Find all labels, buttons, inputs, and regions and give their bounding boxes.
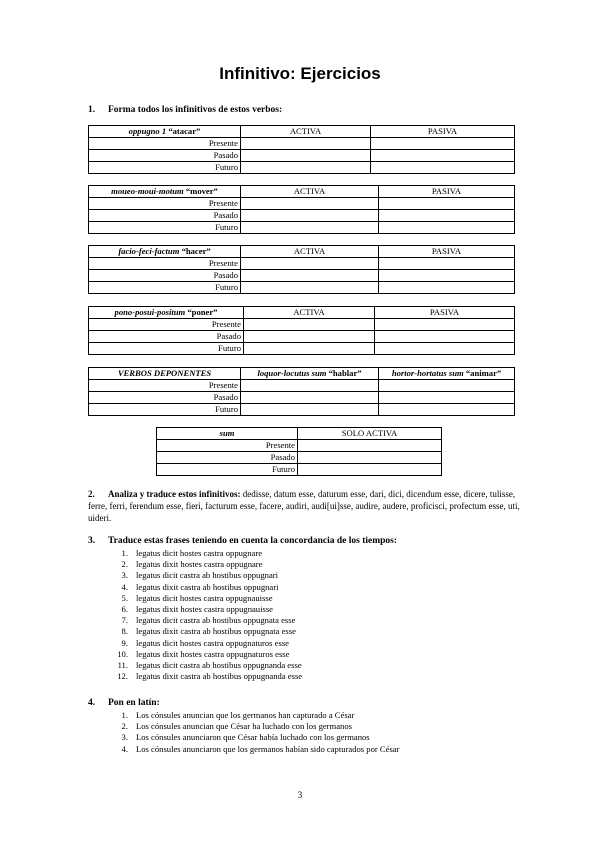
verb-header <box>89 186 241 198</box>
row-label-pasado: Pasado <box>89 331 244 343</box>
answer-cell[interactable] <box>379 198 515 210</box>
answer-cell[interactable] <box>298 464 442 476</box>
answer-cell[interactable] <box>241 282 379 294</box>
verb-header <box>89 307 244 319</box>
row-label-presente: Presente <box>89 319 244 331</box>
verb-header <box>89 126 241 138</box>
list-item: 2. legatus dixit hostes castra oppugnare <box>121 559 263 570</box>
column-header-activa: ACTIVA <box>241 186 379 198</box>
column-header-activa: ACTIVA <box>244 307 375 319</box>
answer-cell[interactable] <box>375 331 515 343</box>
verb-gloss: “mover” <box>185 186 218 196</box>
exercise-1-heading <box>88 105 282 115</box>
answer-cell[interactable] <box>379 270 515 282</box>
exercise-3-list <box>88 548 302 682</box>
answer-cell[interactable] <box>371 138 515 150</box>
verb-header: sum <box>157 428 298 440</box>
answer-cell[interactable] <box>371 162 515 174</box>
exercise-4-heading <box>88 698 160 708</box>
verb-table-pono <box>88 306 515 355</box>
verb-name: facio-feci-factum <box>118 246 180 256</box>
row-label-futuro: Futuro <box>89 222 241 234</box>
page-title: Infinitivo: Ejercicios <box>219 64 381 83</box>
column-header-hortor <box>379 368 515 380</box>
exercise-2-number: 2. <box>88 489 95 499</box>
answer-cell[interactable] <box>241 210 379 222</box>
answer-cell[interactable] <box>379 392 515 404</box>
column-header-activa: ACTIVA <box>241 246 379 258</box>
column-header-pasiva: PASIVA <box>375 307 515 319</box>
verb-gloss: “animar” <box>465 368 502 378</box>
list-item: 11. legatus dicit castra ab hostibus oppugnanda esse <box>117 660 302 671</box>
answer-cell[interactable] <box>241 392 379 404</box>
row-label-futuro: Futuro <box>89 282 241 294</box>
answer-cell[interactable] <box>379 258 515 270</box>
exercise-2-heading: Analiza y traduce estos infinitivos: <box>108 489 241 499</box>
verb-gloss: “poner” <box>187 307 218 317</box>
row-label-presente: Presente <box>157 440 298 452</box>
column-header-solo-activa: SOLO ACTIVA <box>298 428 442 440</box>
exercise-4-list <box>88 710 399 755</box>
verb-table-deponentes <box>88 367 515 416</box>
answer-cell[interactable] <box>379 282 515 294</box>
verb-name: oppugno 1 <box>128 126 167 136</box>
column-header-activa: ACTIVA <box>241 126 371 138</box>
row-label-futuro: Futuro <box>157 464 298 476</box>
answer-cell[interactable] <box>298 440 442 452</box>
column-header-loquor <box>241 368 379 380</box>
column-header-pasiva: PASIVA <box>379 186 515 198</box>
answer-cell[interactable] <box>241 198 379 210</box>
column-header-pasiva: PASIVA <box>379 246 515 258</box>
row-label-pasado: Pasado <box>89 150 241 162</box>
list-item: 4. legatus dixit castra ab hostibus oppugnari <box>121 581 279 592</box>
answer-cell[interactable] <box>241 150 371 162</box>
exercise-4-number: 4. <box>88 698 96 708</box>
answer-cell[interactable] <box>244 319 375 331</box>
answer-cell[interactable] <box>241 404 379 416</box>
verb-table-moueo <box>88 185 515 234</box>
answer-cell[interactable] <box>241 138 371 150</box>
exercise-3-text: Traduce estas frases teniendo en cuenta la concordancia de los tiempos: <box>108 536 398 546</box>
list-item: 3. Los cónsules anunciaron que César había luchado con los germanos <box>121 732 370 743</box>
list-item: 3. legatus dicit castra ab hostibus oppugnari <box>121 570 279 581</box>
answer-cell[interactable] <box>371 150 515 162</box>
verb-table-facio <box>88 245 515 294</box>
verb-name: loquor-locutus sum <box>257 368 327 378</box>
exercise-1-text: Forma todos los infinitivos de estos verbos: <box>108 105 283 115</box>
row-label-futuro: Futuro <box>89 343 244 355</box>
list-item: 9. legatus dicit hostes castra oppugnaturos esse <box>121 637 289 648</box>
verb-gloss: “hacer” <box>181 246 211 256</box>
answer-cell[interactable] <box>379 404 515 416</box>
list-item: 12. legatus dixit castra ab hostibus oppugnanda esse <box>117 671 303 682</box>
answer-cell[interactable] <box>379 222 515 234</box>
row-label-futuro: Futuro <box>89 162 241 174</box>
answer-cell[interactable] <box>298 452 442 464</box>
answer-cell[interactable] <box>241 380 379 392</box>
exercise-3-number: 3. <box>88 536 96 546</box>
verb-gloss: “hablar” <box>328 368 362 378</box>
list-item: 2. Los cónsules anuncian que César ha luchado con los germanos <box>121 721 352 732</box>
row-label-pasado: Pasado <box>157 452 298 464</box>
list-item: 1. legatus dicit hostes castra oppugnare <box>121 548 263 558</box>
verb-header <box>89 246 241 258</box>
row-label-presente: Presente <box>89 138 241 150</box>
list-item: 8. legatus dixit castra ab hostibus oppugnata esse <box>121 626 296 637</box>
list-item: 6. legatus dixit hostes castra oppugnauisse <box>121 604 273 615</box>
answer-cell[interactable] <box>379 380 515 392</box>
exercise-3-heading <box>88 536 397 546</box>
list-item: 10. legatus dixit hostes castra oppugnaturos esse <box>117 648 290 659</box>
verb-table-oppugno <box>88 125 515 174</box>
deponent-header: VERBOS DEPONENTES <box>89 368 241 380</box>
verb-name: pono-posui-positum <box>114 307 186 317</box>
row-label-presente: Presente <box>89 198 241 210</box>
verb-name: hortor-hortatus sum <box>391 368 464 378</box>
exercise-4-text: Pon en latín: <box>108 698 160 708</box>
row-label-pasado: Pasado <box>89 210 241 222</box>
answer-cell[interactable] <box>241 222 379 234</box>
answer-cell[interactable] <box>241 258 379 270</box>
exercise-2-text: dedisse, datum esse, daturum esse, dari, dici, dicendum esse, dicere, tulisse, ferre, ferri, ferendum esse, fieri, facturum esse, facere, audiri, audi[ui]sse, audire, audere, proficisci, profectum esse, uti, uideri. <box>88 489 520 523</box>
answer-cell[interactable] <box>241 270 379 282</box>
row-label-futuro: Futuro <box>89 404 241 416</box>
list-item: 4. Los cónsules anunciaron que los germanos habían sido capturados por César <box>121 743 400 754</box>
answer-cell[interactable] <box>244 331 375 343</box>
list-item: 1. Los cónsules anuncian que los germanos han capturado a César <box>121 710 355 720</box>
list-item: 7. legatus dicit castra ab hostibus oppugnata esse <box>121 615 296 626</box>
verb-name: moueo-moui-motum <box>111 186 184 196</box>
list-item: 5. legatus dicit hostes castra oppugnauisse <box>121 592 273 603</box>
row-label-pasado: Pasado <box>89 392 241 404</box>
answer-cell[interactable] <box>379 210 515 222</box>
page-number: 3 <box>297 790 303 800</box>
verb-gloss: “atacar” <box>168 126 201 136</box>
column-header-pasiva: PASIVA <box>371 126 515 138</box>
row-label-presente: Presente <box>89 380 241 392</box>
answer-cell[interactable] <box>244 343 375 355</box>
exercise-2 <box>88 488 528 524</box>
answer-cell[interactable] <box>375 343 515 355</box>
answer-cell[interactable] <box>375 319 515 331</box>
row-label-pasado: Pasado <box>89 270 241 282</box>
row-label-presente: Presente <box>89 258 241 270</box>
exercise-1-number: 1. <box>88 105 96 115</box>
answer-cell[interactable] <box>241 162 371 174</box>
verb-table-sum <box>156 427 442 476</box>
